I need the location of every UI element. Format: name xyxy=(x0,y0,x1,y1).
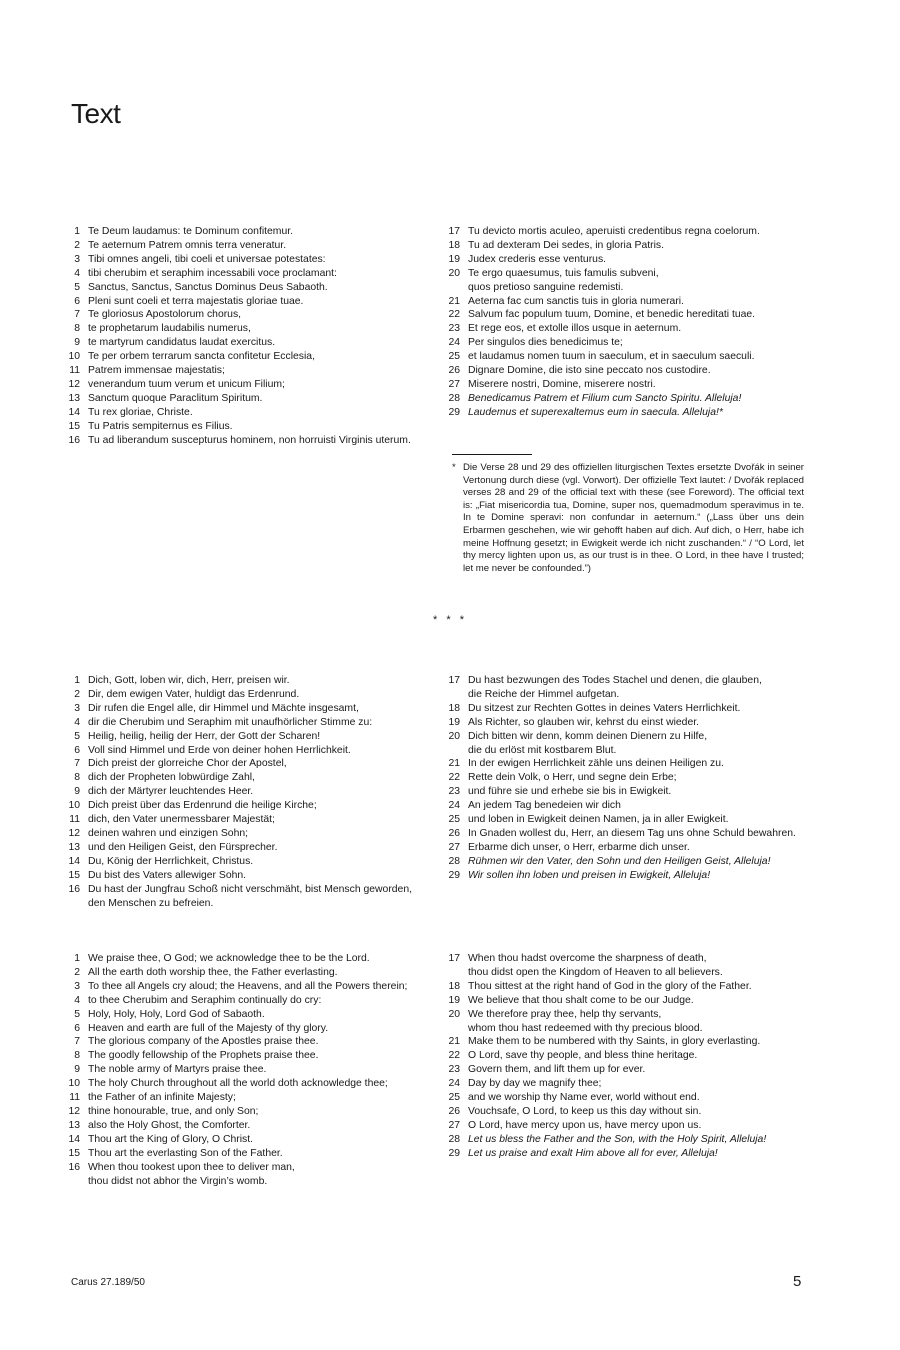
verse-line xyxy=(61,674,441,688)
verse-text: Let us praise and exalt Him above all for ever, Alleluja! xyxy=(468,1147,718,1159)
verse-text: Patrem immensae majestatis; xyxy=(88,365,225,377)
verse-line xyxy=(61,952,441,966)
verse-text: Als Richter, so glauben wir, kehrst du einst wieder. xyxy=(468,716,700,728)
verse-text: When thou tookest upon thee to deliver man, thou didst not abhor the Virgin’s womb. xyxy=(88,1161,295,1187)
verse-text: Dir rufen die Engel alle, dir Himmel und Mächte insgesamt, xyxy=(88,702,359,714)
verse-line xyxy=(61,785,441,799)
verse-line xyxy=(61,406,441,420)
verse-text: und loben in Ewigkeit deinen Namen, ja in aller Ewigkeit. xyxy=(468,814,729,826)
page-number: 5 xyxy=(793,1273,802,1290)
verse-number: 26 xyxy=(448,827,460,839)
verse-line xyxy=(441,1147,821,1161)
verse-line xyxy=(61,1119,441,1133)
verse-line xyxy=(61,434,441,448)
verse-number: 12 xyxy=(68,378,80,390)
verse-text: Dignare Domine, die isto sine peccato nos custodire. xyxy=(468,365,711,377)
verse-line xyxy=(61,869,441,883)
verse-line xyxy=(61,744,441,758)
verse-number: 1 xyxy=(74,953,80,964)
verse-line xyxy=(61,1091,441,1105)
verse-number: 10 xyxy=(68,1078,80,1090)
verse-number: 20 xyxy=(448,730,460,742)
verse-number: 28 xyxy=(448,1133,460,1145)
verse-text: Du hast der Jungfrau Schoß nicht verschmäht, bist Mensch geworden, den Menschen zu befreien. xyxy=(88,883,413,909)
verse-number: 7 xyxy=(74,758,80,770)
verse-number: 25 xyxy=(448,814,460,826)
verse-text: Thou sittest at the right hand of God in the glory of the Father. xyxy=(468,980,752,992)
verse-text: dir die Cherubim und Seraphim mit unaufhörlicher Stimme zu: xyxy=(88,716,373,728)
verse-text: thine honourable, true, and only Son; xyxy=(88,1105,259,1117)
verse-number: 21 xyxy=(448,1036,460,1048)
verse-line xyxy=(61,281,441,295)
verse-number: 11 xyxy=(69,365,80,377)
verse-number: 9 xyxy=(74,1064,80,1076)
verse-number: 22 xyxy=(448,1050,460,1062)
verse-line xyxy=(441,730,821,758)
verse-line xyxy=(61,1063,441,1077)
verse-line xyxy=(61,1105,441,1119)
verse-number: 5 xyxy=(74,1008,80,1020)
verse-text: Dich preist über das Erdenrund die heilige Kirche; xyxy=(88,800,317,812)
verse-number: 12 xyxy=(68,1105,80,1117)
verse-text: Dich bitten wir denn, komm deinen Dienern zu Hilfe, die du erlöst mit kostbarem Blut. xyxy=(468,730,708,756)
verse-line xyxy=(441,308,821,322)
verse-line xyxy=(441,869,821,883)
verse-text: Aeterna fac cum sanctis tuis in gloria numerari. xyxy=(468,295,684,307)
verse-number: 9 xyxy=(74,786,80,798)
verse-text: Du sitzest zur Rechten Gottes in deines Vaters Herrlichkeit. xyxy=(468,702,741,714)
verse-line xyxy=(441,702,821,716)
verse-line xyxy=(61,827,441,841)
verse-text: Salvum fac populum tuum, Domine, et benedic hereditati tuae. xyxy=(468,309,756,321)
verse-line xyxy=(441,378,821,392)
catalog-number: Carus 27.189/50 xyxy=(71,1277,145,1288)
verse-text: The holy Church throughout all the world doth acknowledge thee; xyxy=(88,1078,388,1090)
verse-line xyxy=(61,1049,441,1063)
verse-line xyxy=(61,392,441,406)
verse-line xyxy=(441,785,821,799)
verse-text: Voll sind Himmel und Erde von deiner hohen Herrlichkeit. xyxy=(88,744,351,756)
verse-line xyxy=(441,1063,821,1077)
verse-line xyxy=(441,1049,821,1063)
verse-line xyxy=(61,994,441,1008)
verse-line xyxy=(441,813,821,827)
verse-line xyxy=(61,1022,441,1036)
verse-text: The goodly fellowship of the Prophets praise thee. xyxy=(88,1050,319,1062)
verse-text: All the earth doth worship thee, the Father everlasting. xyxy=(88,966,338,978)
verse-text: Sanctum quoque Paraclitum Spiritum. xyxy=(88,392,263,404)
verse-text: Benedicamus Patrem et Filium cum Sancto Spiritu. Alleluja! xyxy=(468,392,742,404)
verse-number: 27 xyxy=(448,1119,460,1131)
verse-line xyxy=(61,420,441,434)
verse-number: 14 xyxy=(68,406,80,418)
verse-line xyxy=(441,1105,821,1119)
verse-text: The glorious company of the Apostles praise thee. xyxy=(88,1036,319,1048)
verse-number: 7 xyxy=(74,1036,80,1048)
verse-line xyxy=(441,406,821,420)
verse-text: Dir, dem ewigen Vater, huldigt das Erdenrund. xyxy=(88,688,300,700)
verse-number: 16 xyxy=(68,434,80,446)
verse-number: 17 xyxy=(448,953,460,964)
verse-line xyxy=(441,1008,821,1036)
verse-text: Du, König der Herrlichkeit, Christus. xyxy=(88,855,254,867)
verse-line xyxy=(441,952,821,980)
verse-line xyxy=(61,883,441,911)
verse-number: 11 xyxy=(69,814,80,826)
verse-text: Tibi omnes angeli, tibi coeli et universae potestates: xyxy=(88,253,326,265)
verse-number: 16 xyxy=(68,1161,80,1173)
verse-line xyxy=(61,966,441,980)
english-verses-right xyxy=(441,952,821,1161)
verse-line xyxy=(61,855,441,869)
verse-number: 10 xyxy=(68,800,80,812)
verse-number: 29 xyxy=(448,1147,460,1159)
verse-number: 27 xyxy=(448,378,460,390)
verse-line xyxy=(61,378,441,392)
verse-text: Rette dein Volk, o Herr, und segne dein Erbe; xyxy=(468,772,677,784)
verse-number: 13 xyxy=(68,841,80,853)
verse-text: the Father of an infinite Majesty; xyxy=(88,1092,236,1104)
verse-line xyxy=(441,1133,821,1147)
verse-number: 11 xyxy=(69,1092,80,1104)
verse-line xyxy=(441,1091,821,1105)
verse-line xyxy=(441,1077,821,1091)
verse-number: 14 xyxy=(68,855,80,867)
verse-number: 6 xyxy=(74,1022,80,1034)
verse-text: O Lord, save thy people, and bless thine heritage. xyxy=(468,1050,698,1062)
verse-number: 22 xyxy=(448,772,460,784)
verse-text: Tu ad liberandum suscepturus hominem, non horruisti Virginis uterum. xyxy=(88,434,411,446)
verse-number: 26 xyxy=(448,1105,460,1117)
verse-number: 4 xyxy=(74,716,80,728)
verse-number: 20 xyxy=(448,267,460,279)
verse-number: 23 xyxy=(448,323,460,335)
verse-text: Dich, Gott, loben wir, dich, Herr, preisen wir. xyxy=(88,675,290,686)
verse-text: deinen wahren und einzigen Sohn; xyxy=(88,827,249,839)
verse-text: Tu rex gloriae, Christe. xyxy=(88,406,193,418)
verse-text: et laudamus nomen tuum in saeculum, et in saeculum saeculi. xyxy=(468,351,755,363)
verse-number: 15 xyxy=(68,869,80,881)
verse-number: 19 xyxy=(448,716,460,728)
verse-number: 24 xyxy=(448,1078,460,1090)
verse-line xyxy=(441,994,821,1008)
german-verses-left xyxy=(61,674,441,910)
verse-number: 18 xyxy=(448,239,460,251)
verse-number: 25 xyxy=(448,351,460,363)
verse-line xyxy=(61,1035,441,1049)
verse-number: 27 xyxy=(448,841,460,853)
verse-line xyxy=(441,253,821,267)
verse-line xyxy=(441,980,821,994)
verse-number: 19 xyxy=(448,253,460,265)
verse-text: We therefore pray thee, help thy servants, whom thou hast redeemed with thy precious blood. xyxy=(468,1008,703,1034)
verse-text: Day by day we magnify thee; xyxy=(468,1078,602,1090)
verse-line xyxy=(61,364,441,378)
verse-text: Du bist des Vaters allewiger Sohn. xyxy=(88,869,247,881)
verse-number: 28 xyxy=(448,855,460,867)
verse-text: Te aeternum Patrem omnis terra veneratur. xyxy=(88,239,287,251)
verse-text: Te per orbem terrarum sancta confitetur Ecclesia, xyxy=(88,351,315,363)
verse-line xyxy=(441,855,821,869)
verse-number: 13 xyxy=(68,392,80,404)
verse-text: Make them to be numbered with thy Saints, in glory everlasting. xyxy=(468,1036,761,1048)
verse-text: dich der Propheten lobwürdige Zahl, xyxy=(88,772,255,784)
verse-line xyxy=(61,308,441,322)
verse-line xyxy=(61,322,441,336)
verse-number: 5 xyxy=(74,281,80,293)
verse-line xyxy=(441,674,821,702)
verse-number: 4 xyxy=(74,994,80,1006)
verse-number: 8 xyxy=(74,323,80,335)
verse-line xyxy=(441,336,821,350)
verse-text: Miserere nostri, Domine, miserere nostri. xyxy=(468,378,656,390)
verse-line xyxy=(61,1008,441,1022)
verse-number: 2 xyxy=(74,239,80,251)
verse-number: 7 xyxy=(74,309,80,321)
verse-line xyxy=(441,225,821,239)
verse-line xyxy=(61,225,441,239)
verse-text: Dich preist der glorreiche Chor der Apostel, xyxy=(88,758,287,770)
verse-number: 10 xyxy=(68,351,80,363)
verse-text: te martyrum candidatus laudat exercitus. xyxy=(88,337,276,349)
verse-number: 3 xyxy=(74,702,80,714)
verse-number: 4 xyxy=(74,267,80,279)
verse-number: 3 xyxy=(74,253,80,265)
section-separator: * * * xyxy=(433,614,467,626)
verse-line xyxy=(61,688,441,702)
verse-number: 17 xyxy=(448,675,460,686)
verse-text: Govern them, and lift them up for ever. xyxy=(468,1064,646,1076)
verse-number: 20 xyxy=(448,1008,460,1020)
verse-text: The noble army of Martyrs praise thee. xyxy=(88,1064,267,1076)
latin-verses-left xyxy=(61,225,441,448)
footnote-text: Die Verse 28 und 29 des offiziellen liturgischen Textes ersetzte Dvořák in seiner Vertonung durch diese (vgl. Vorwort). Der offizielle Text lautet: / Dvořák replaced verses 28 and 29 of the official text with these (see Foreword). The official text is: „Fiat misericordia tua, Domine, super nos, quemadmodum speravimus in te. In te Domine speravi: non confundar in aeternum.“ („Lass über uns dein Erbarmen geschehen, wie wir gehofft haben auf dich. Auf dich, o Herr, habe ich meine Hoffnung gesetzt; in Ewigkeit werde ich nicht zuschanden.“ / “O Lord, let thy mercy lighten upon us, as our trust is in thee. O Lord, in thee have I trusted; let me never be confounded.”) xyxy=(463,462,804,574)
verse-line xyxy=(61,771,441,785)
verse-text: Per singulos dies benedicimus te; xyxy=(468,337,623,349)
footnote xyxy=(452,462,804,575)
verse-line xyxy=(441,295,821,309)
verse-text: Sanctus, Sanctus, Sanctus Dominus Deus Sabaoth. xyxy=(88,281,328,293)
verse-number: 3 xyxy=(74,980,80,992)
verse-number: 18 xyxy=(448,702,460,714)
verse-text: venerandum tuum verum et unicum Filium; xyxy=(88,378,285,390)
verse-text: Let us bless the Father and the Son, with the Holy Spirit, Alleluja! xyxy=(468,1133,767,1145)
verse-text: In der ewigen Herrlichkeit zähle uns deinen Heiligen zu. xyxy=(468,758,724,770)
verse-line xyxy=(441,267,821,295)
verse-text: tibi cherubim et seraphim incessabili voce proclamant: xyxy=(88,267,337,279)
verse-number: 2 xyxy=(74,966,80,978)
verse-text: Te ergo quaesumus, tuis famulis subveni, quos pretioso sanguine redemisti. xyxy=(468,267,659,293)
verse-text: Pleni sunt coeli et terra majestatis gloriae tuae. xyxy=(88,295,304,307)
verse-number: 24 xyxy=(448,337,460,349)
verse-text: Holy, Holy, Holy, Lord God of Sabaoth. xyxy=(88,1008,265,1020)
verse-text: Laudemus et superexaltemus eum in saecula. Alleluja!* xyxy=(468,406,723,418)
verse-number: 6 xyxy=(74,744,80,756)
verse-number: 6 xyxy=(74,295,80,307)
verse-text: To thee all Angels cry aloud; the Heavens, and all the Powers therein; xyxy=(88,980,408,992)
verse-line xyxy=(441,350,821,364)
verse-number: 13 xyxy=(68,1119,80,1131)
verse-text: and we worship thy Name ever, world without end. xyxy=(468,1092,700,1104)
latin-verses-right xyxy=(441,225,821,420)
footnote-mark: * xyxy=(452,462,456,473)
verse-text: te prophetarum laudabilis numerus, xyxy=(88,323,251,335)
verse-line xyxy=(441,322,821,336)
verse-number: 14 xyxy=(68,1133,80,1145)
verse-text: We praise thee, O God; we acknowledge thee to be the Lord. xyxy=(88,953,370,964)
verse-text: Tu ad dexteram Dei sedes, in gloria Patris. xyxy=(468,239,664,251)
verse-number: 5 xyxy=(74,730,80,742)
verse-line xyxy=(441,1119,821,1133)
verse-text: Judex crederis esse venturus. xyxy=(468,253,607,265)
verse-number: 16 xyxy=(68,883,80,895)
verse-number: 24 xyxy=(448,800,460,812)
verse-number: 21 xyxy=(448,295,460,307)
verse-line xyxy=(61,253,441,267)
verse-line xyxy=(61,1161,441,1189)
verse-number: 8 xyxy=(74,1050,80,1062)
verse-line xyxy=(61,841,441,855)
verse-line xyxy=(441,364,821,378)
verse-line xyxy=(61,1133,441,1147)
german-verses-right xyxy=(441,674,821,883)
verse-text: und den Heiligen Geist, den Fürsprecher. xyxy=(88,841,278,853)
verse-number: 25 xyxy=(448,1092,460,1104)
verse-line xyxy=(61,716,441,730)
verse-text: to thee Cherubim and Seraphim continually do cry: xyxy=(88,994,322,1006)
verse-number: 19 xyxy=(448,994,460,1006)
verse-number: 8 xyxy=(74,772,80,784)
verse-number: 2 xyxy=(74,688,80,700)
verse-line xyxy=(441,716,821,730)
verse-line xyxy=(61,267,441,281)
verse-line xyxy=(61,350,441,364)
verse-number: 21 xyxy=(448,758,460,770)
verse-text: We believe that thou shalt come to be our Judge. xyxy=(468,994,694,1006)
verse-line xyxy=(441,827,821,841)
verse-text: dich der Märtyrer leuchtendes Heer. xyxy=(88,786,254,798)
verse-text: Tu devicto mortis aculeo, aperuisti credentibus regna coelorum. xyxy=(468,226,760,237)
verse-text: Te gloriosus Apostolorum chorus, xyxy=(88,309,242,321)
verse-text: In Gnaden wollest du, Herr, an diesem Tag uns ohne Schuld bewahren. xyxy=(468,827,796,839)
verse-line xyxy=(61,1147,441,1161)
verse-text: dich, den Vater unermessbarer Majestät; xyxy=(88,814,275,826)
verse-text: Te Deum laudamus: te Dominum confitemur. xyxy=(88,226,294,237)
verse-number: 29 xyxy=(448,406,460,418)
verse-line xyxy=(441,239,821,253)
verse-number: 28 xyxy=(448,392,460,404)
verse-line xyxy=(61,980,441,994)
verse-text: Thou art the King of Glory, O Christ. xyxy=(88,1133,253,1145)
verse-line xyxy=(61,702,441,716)
verse-number: 1 xyxy=(74,675,80,686)
verse-line xyxy=(61,1077,441,1091)
verse-text: Tu Patris sempiternus es Filius. xyxy=(88,420,233,432)
footnote-rule xyxy=(452,454,532,455)
verse-number: 15 xyxy=(68,1147,80,1159)
verse-line xyxy=(61,295,441,309)
page-title: Text xyxy=(71,98,121,129)
verse-text: Et rege eos, et extolle illos usque in aeternum. xyxy=(468,323,682,335)
verse-line xyxy=(61,239,441,253)
verse-text: Thou art the everlasting Son of the Father. xyxy=(88,1147,283,1159)
verse-text: also the Holy Ghost, the Comforter. xyxy=(88,1119,251,1131)
verse-number: 15 xyxy=(68,420,80,432)
verse-text: Rühmen wir den Vater, den Sohn und den Heiligen Geist, Alleluja! xyxy=(468,855,771,867)
verse-line xyxy=(441,771,821,785)
verse-number: 18 xyxy=(448,980,460,992)
verse-line xyxy=(61,757,441,771)
verse-text: Erbarme dich unser, o Herr, erbarme dich unser. xyxy=(468,841,690,853)
verse-number: 12 xyxy=(68,827,80,839)
verse-text: O Lord, have mercy upon us, have mercy upon us. xyxy=(468,1119,702,1131)
verse-line xyxy=(61,813,441,827)
verse-line xyxy=(441,392,821,406)
verse-text: Vouchsafe, O Lord, to keep us this day without sin. xyxy=(468,1105,702,1117)
verse-number: 17 xyxy=(448,226,460,237)
verse-number: 26 xyxy=(448,365,460,377)
verse-line xyxy=(441,757,821,771)
verse-text: und führe sie und erhebe sie bis in Ewigkeit. xyxy=(468,786,672,798)
verse-text: Wir sollen ihn loben und preisen in Ewigkeit, Alleluja! xyxy=(468,869,711,881)
verse-number: 1 xyxy=(74,226,80,237)
verse-text: When thou hadst overcome the sharpness of death, thou didst open the Kingdom of Heaven to all believers. xyxy=(468,953,723,978)
verse-number: 29 xyxy=(448,869,460,881)
verse-text: An jedem Tag benedeien wir dich xyxy=(468,800,621,812)
verse-line xyxy=(61,336,441,350)
verse-line xyxy=(441,799,821,813)
verse-number: 23 xyxy=(448,786,460,798)
verse-line xyxy=(61,730,441,744)
verse-line xyxy=(61,799,441,813)
english-verses-left xyxy=(61,952,441,1188)
verse-line xyxy=(441,841,821,855)
verse-line xyxy=(441,1035,821,1049)
verse-number: 9 xyxy=(74,337,80,349)
verse-number: 22 xyxy=(448,309,460,321)
verse-text: Du hast bezwungen des Todes Stachel und denen, die glauben, die Reiche der Himmel aufgetan. xyxy=(468,675,762,700)
verse-text: Heaven and earth are full of the Majesty of thy glory. xyxy=(88,1022,329,1034)
verse-number: 23 xyxy=(448,1064,460,1076)
verse-text: Heilig, heilig, heilig der Herr, der Gott der Scharen! xyxy=(88,730,321,742)
